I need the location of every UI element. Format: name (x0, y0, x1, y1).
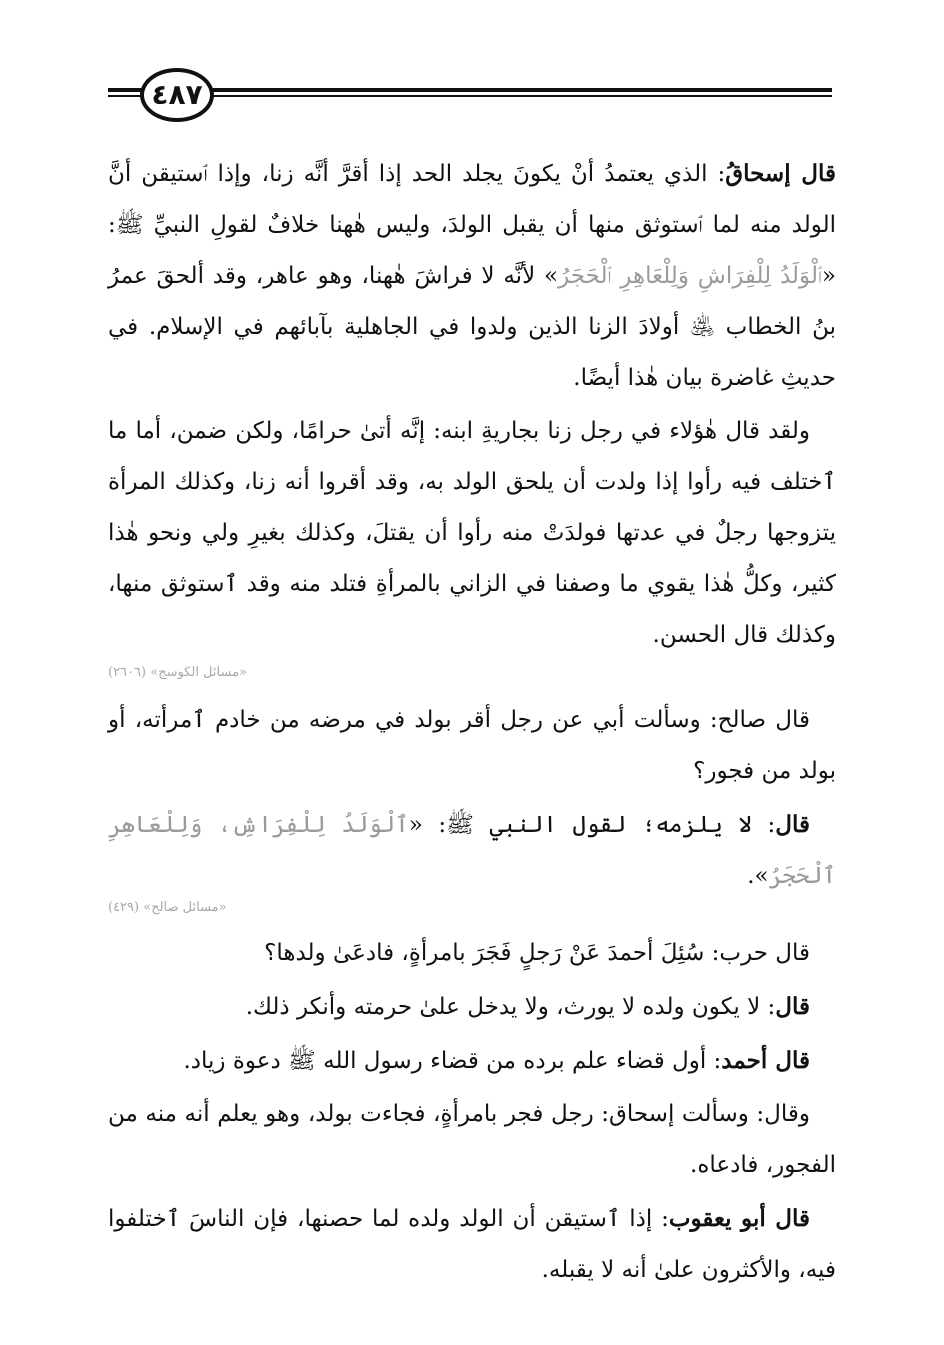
header-rule-thick (108, 88, 832, 92)
paragraph-answer-harb (108, 981, 836, 1033)
paragraph-haula (108, 406, 836, 661)
speaker-label: قال (775, 993, 810, 1020)
source-reference: «مسائل الكوسج» (٢٦٠٦) (108, 665, 247, 680)
source-reference: «مسائل صالح» (٤٢٩) (108, 900, 227, 915)
page-body (108, 148, 836, 1298)
speaker-label: قال أبو يعقوب (668, 1205, 810, 1232)
paragraph-text: : إذا ٱستيقن أن الولد ولده لما حصنها، فإن الناسَ ٱختلفوا فيه، والأكثرون علىٰ أنه لا يقبله. (108, 1206, 836, 1283)
speaker-label: قال (775, 811, 810, 838)
paragraph-text-after: ». (747, 863, 769, 889)
paragraph-text: : الذي يعتمدُ أنْ يكونَ يجلد الحد إذا أقرَّ أنَّه زنا، وإذا ٱستيقن أنَّ الولد منه لما ٱستوثق منها أن يقبل الولدَ، وليس هٰهنا خلافٌ لقولِ النبيِّ ﷺ: « (108, 161, 836, 289)
paragraph-salih (108, 695, 836, 797)
paragraph-answer-salih (108, 799, 836, 902)
page-number: ٤٨٧ (140, 68, 214, 122)
paragraph-text: وقال: وسألت إسحاق: رجل فجر بامرأةٍ، فجاءت بولد، وهو يعلم أنه منه من الفجور، فادعاه. (108, 1101, 836, 1178)
paragraph-text: : لا يكون ولده لا يورث، ولا يدخل علىٰ حرمته وأنكر ذلك. (245, 994, 776, 1020)
paragraph-ishaq (108, 148, 836, 404)
paragraph-text: : لا يلزمه؛ لقول النبي ﷺ: « (408, 812, 776, 838)
paragraph-text-after: » لأنَّه لا فراشَ هٰهنا، وهو عاهر، وقد ألحقَ عمرُ بنُ الخطاب ﵁ أولادَ الزنا الذين ولدوا في الجاهلية بآبائهم في الإسلام. في حديثِ غاضرة بيان هٰذا أيضًا. (108, 263, 836, 391)
speaker-label: قال أحمد (721, 1047, 810, 1074)
paragraph-harb (108, 928, 836, 979)
paragraph-ahmad (108, 1035, 836, 1087)
paragraph-ishaq-question (108, 1089, 836, 1191)
paragraph-text: قال صالح: وسألت أبي عن رجل أقر بولد في مرضه من خادم ٱمرأته، أو بولد من فجور؟ (108, 707, 836, 784)
paragraph-text: قال حرب: سُئِلَ أحمدَ عَنْ رَجلٍ فَجَرَ بامرأةٍ، فادعَىٰ ولدها؟ (264, 940, 810, 966)
paragraph-text: : أول قضاء علم برده من قضاء رسول الله ﷺ دعوة زياد. (183, 1048, 722, 1074)
header-rule (108, 88, 832, 100)
hadith-quote: ٱلْوَلَدُ لِلْفِرَاشِ، وَلِلْعَاهِرِ ٱلْحَجَرُ (108, 812, 836, 889)
hadith-quote: ٱلْوَلَدُ لِلْفِرَاشِ وَلِلْعَاهِرِ ٱلْحَجَرُ (558, 263, 822, 289)
paragraph-abu-yaqub (108, 1193, 836, 1296)
header-rule-thin (108, 95, 832, 97)
speaker-label: قال إسحاقُ (725, 160, 837, 187)
paragraph-text: ولقد قال هٰؤلاء في رجل زنا بجاريةِ ابنه: إنَّه أتىٰ حرامًا، ولكن ضمن، أما ما ٱختلف فيه رأوا إذا ولدت أن يلحق الولد به، وقد أقروا أنه زنا، وكذلك المرأة يتزوجها رجلٌ في عدتها فولدَتْ منه رأوا أن يقتلَ، وكذلك بغيرِ ولي ونحو هٰذا كثير، وكلُّ هٰذا يقوي ما وصفنا في الزاني بالمرأةِ فتلد منه وقد ٱستوثق منها، وكذلك قال الحسن. (108, 418, 836, 648)
